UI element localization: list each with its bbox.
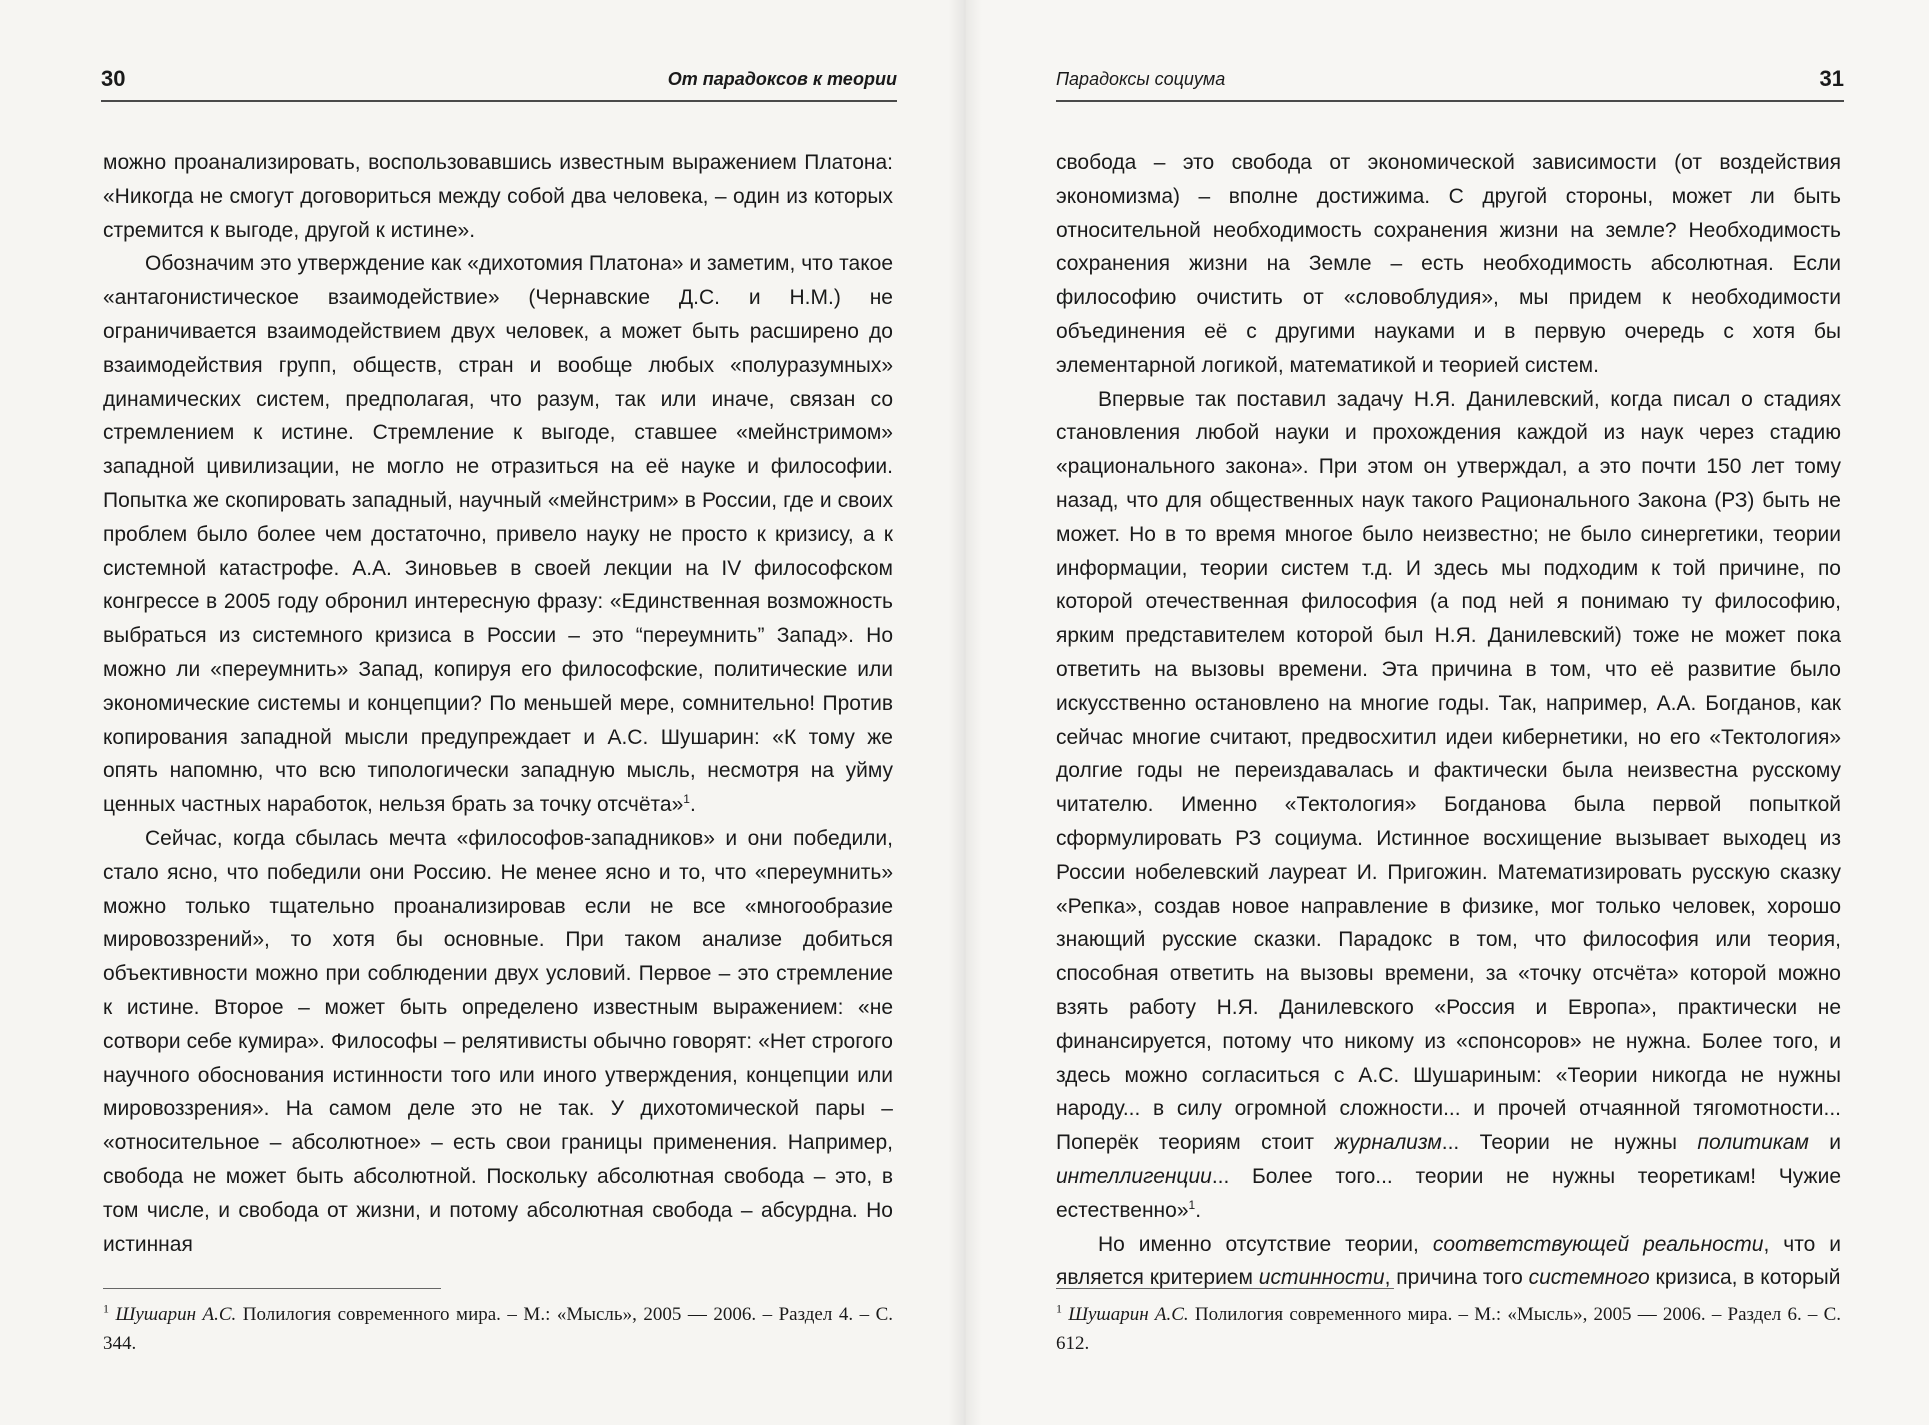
left-body	[103, 146, 893, 1261]
footnote-marker: 1	[1056, 1301, 1062, 1316]
paragraph: Впервые так поставил задачу Н.Я. Данилевский, когда писал о стадиях становления любой науки и прохождения каждой из наук через стадию «рационального закона». При этом он утверждал, а это почти 150 лет тому назад, что для общественных наук такого Рационального Закона (РЗ) быть не может. Но в то время многое было неизвестно; не было синергетики, теории информации, теории систем т.д. И здесь мы подходим к той причине, по которой отечественная философия (а под ней я понимаю ту философию, ярким представителем которой был Н.Я. Данилевский) тоже не может пока ответить на вызовы времени. Эта причина в том, что её развитие было искусственно остановлено на многие годы. Так, например, А.А. Богданов, как сейчас многие считают, предвосхитил идеи кибернетики, но его «Тектология» долгие годы не переиздавалась и фактически была неизвестна русскому читателю. Именно «Тектология» Богданова была первой попыткой сформулировать РЗ социума. Истинное восхищение вызывает выходец из России нобелевский лауреат И. Пригожин. Математизировать русскую сказку «Репка», создав новое направление в физике, мог только человек, хорошо знающий русские сказки. Парадокс в том, что философия или теория, способная ответить на вызовы времени, за «точку отсчёта» которой можно взять работу Н.Я. Данилевского «Россия и Европа», практически не финансируется, потому что никому из «спонсоров» не нужна. Более того, и здесь можно согласиться с А.С. Шушариным: «Теории никогда не нужны народу... в силу огромной сложности... и прочей отчаянной тягомотности... Поперёк теориям стоит журнализм... Теории не нужны политикам и интеллигенции... Более того... теории не нужны теоретикам! Чужие естественно»$^1$.	[1056, 387, 1841, 1222]
paragraph: Сейчас, когда сбылась мечта «философов-западников» и они победили, стало ясно, что победили они Россию. Не менее ясно и то, что «переумнить» можно только тщательно проанализировав если не все «многообразие мировоззрений», то хотя бы основные. При таком анализе добиться объективности можно при соблюдении двух условий. Первое – это стремление к истине. Второе – может быть определено известным выражением: «не сотвори себе кумира». Философы – релятивисты обычно говорят: «Нет строгого научного обоснования истинности того или иного утверждения, концепции или мировоззрения». На самом деле это не так. У дихотомической пары – «относительное – абсолютное» – есть свои границы применения. Например, свобода не может быть абсолютной. Поскольку абсолютная свобода – это, в том числе, и свобода от жизни, и потому абсолютная свобода – абсурдна. Но истинная	[103, 826, 893, 1256]
paragraph-text: Но именно отсутствие теории,	[1098, 1232, 1433, 1256]
footnote-author: Шушарин А.С.	[115, 1304, 237, 1325]
left-page	[0, 0, 964, 1425]
right-header	[1056, 58, 1844, 102]
paragraph-text: ... Более того... теории не нужны теоретикам! Чужие естественно»	[1056, 1164, 1841, 1222]
emphasis: соответствующей реальности	[1432, 1232, 1764, 1256]
emphasis: интеллигенции	[1056, 1164, 1212, 1188]
paragraph	[1056, 1228, 1841, 1296]
page-number: 31	[1819, 66, 1844, 91]
footnote-text: Полилогия современного мира. – М.: «Мысль», 2005 — 2006. – Раздел 4. – С. 344.	[103, 1304, 893, 1354]
footnote-mark: 1	[1188, 1197, 1196, 1212]
paragraph: Обозначим это утверждение как «дихотомия Платона» и заметим, что такое «антагонистическое взаимодействие» (Чернавские Д.С. и Н.М.) не ограничивается взаимодействием двух человек, а может быть расширено до взаимодействия групп, обществ, стран и вообще любых «полуразумных» динамических систем, предполагая, что разум, так или иначе, связан со стремлением к истине. Стремление к выгоде, ставшее «мейнстримом» западной цивилизации, не могло не отразиться на её науке и философии. Попытка же скопировать западный, научный «мейнстрим» в России, где и своих проблем было более чем достаточно, привело науку не просто к кризису, а к системной катастрофе. А.А. Зиновьев в своей лекции на IV философском конгрессе в 2005 году обронил интересную фразу: «Единственная возможность выбраться из системного кризиса в России – это “переумнить” Запад». Но можно ли «переумнить» Запад, копируя его философские, политические или экономические системы и концепции? По меньшей мере, сомнительно! Против копирования западной мысли предупреждает и А.С. Шушарин: «К тому же опять напомню, что всю типологически западную мысль, несмотря на уйму ценных частных наработок, нельзя брать за точку отсчёта»$^1$.	[103, 252, 893, 817]
paragraph: свобода – это свобода от экономической зависимости (от воздействия экономизма) – вполне достижима. С другой стороны, может ли быть относительной необходимость сохранения жизни на земле? Необходимость сохранения жизни на Земле – есть необходимость абсолютная. Если философию очистить от «словоблудия», мы придем к необходимости объединения её с другими науками и в первую очередь с хотя бы элементарной логикой, математикой и теорией систем.	[1056, 151, 1841, 377]
paragraph-text: Впервые так поставил задачу Н.Я. Данилевский, когда писал о стадиях становления любой науки и прохождения каждой из наук через стадию «рационального закона». При этом он утверждал, а это почти 150 лет тому назад, что для общественных наук такого Рационального Закона (РЗ) быть не может. Но в то время многое было неизвестно; не было синергетики, теории информации, теории систем т.д. И здесь мы подходим к той причине, по которой отечественная философия (а под ней я понимаю ту философию, ярким представителем которой был Н.Я. Данилевский) тоже не может пока ответить на вызовы времени. Эта причина в том, что её развитие было искусственно остановлено на многие годы. Так, например, А.А. Богданов, как сейчас многие считают, предвосхитил идеи кибернетики, но его «Тектология» долгие годы не переиздавалась и фактически была неизвестна русскому читателю. Именно «Тектология» Богданова была первой попыткой сформулировать РЗ социума. Истинное восхищение вызывает выходец из России нобелевский лауреат И. Пригожин. Математизировать русскую сказку «Репка», создав новое направление в физике, мог только человек, хорошо знающий русские сказки. Парадокс в том, что философия или теория, способная ответить на вызовы времени, за «точку отсчёта» которой можно взять работу Н.Я. Данилевского «Россия и Европа», практически не финансируется, потому что никому из «спонсоров» не нужна. Более того, и здесь можно согласиться с А.С. Шушариным: «Теории никогда не нужны народу... в силу огромной сложности... и прочей отчаянной тягомотности... Поперёк теориям стоит	[1056, 387, 1841, 1155]
paragraph-text: , причина того	[1384, 1266, 1529, 1290]
emphasis: истинности	[1258, 1266, 1385, 1290]
running-title: От парадоксов к теории	[667, 69, 897, 89]
book-gutter	[948, 0, 982, 1425]
footnote-mark: 1	[683, 792, 690, 807]
paragraph-text: кризиса, в который	[1649, 1266, 1841, 1290]
right-page	[964, 0, 1929, 1425]
footnote-marker: 1	[103, 1301, 109, 1316]
paragraph-text: и	[1808, 1131, 1841, 1155]
emphasis: журнализм	[1334, 1131, 1442, 1155]
paragraph-text: ... Теории не нужны	[1441, 1131, 1698, 1155]
footnote-text: Полилогия современного мира. – М.: «Мысль», 2005 — 2006. – Раздел 6. – С. 612.	[1056, 1304, 1841, 1354]
footnote-divider	[1056, 1288, 1394, 1289]
footnote	[1056, 1300, 1841, 1358]
footnote-author: Шушарин А.С.	[1068, 1304, 1189, 1325]
running-title: Парадоксы социума	[1056, 69, 1226, 89]
footnote	[103, 1300, 893, 1358]
paragraph-text: , что и является критерием	[1056, 1232, 1841, 1290]
left-header	[101, 58, 897, 102]
footnote-divider	[103, 1288, 441, 1289]
emphasis: политикам	[1697, 1131, 1809, 1155]
paragraph: можно проанализировать, воспользовавшись известным выражением Платона: «Никогда не смогут договориться между собой два человека, – один из которых стремится к выгоде, другой к истине».	[103, 151, 893, 242]
right-body	[1056, 146, 1841, 1295]
paragraph-text: Обозначим это утверждение как «дихотомия Платона» и заметим, что такое «антагонистическое взаимодействие» (Чернавские Д.С. и Н.М.) не ограничивается взаимодействием двух человек, а может быть расширено до взаимодействия групп, обществ, стран и вообще любых «полуразумных» динамических систем, предполагая, что разум, так или иначе, связан со стремлением к истине. Стремление к выгоде, ставшее «мейнстримом» западной цивилизации, не могло не отразиться на её науке и философии. Попытка же скопировать западный, научный «мейнстрим» в России, где и своих проблем было более чем достаточно, привело науку не просто к кризису, а к системной катастрофе. А.А. Зиновьев в своей лекции на IV философском конгрессе в 2005 году обронил интересную фразу: «Единственная возможность выбраться из системного кризиса в России – это “переумнить” Запад». Но можно ли «переумнить» Запад, копируя его философские, политические или экономические системы и концепции? По меньшей мере, сомнительно! Против копирования западной мысли предупреждает и А.С. Шушарин: «К тому же опять напомню, что всю типологически западную мысль, несмотря на уйму ценных частных наработок, нельзя брать за точку отсчёта»	[103, 252, 893, 817]
emphasis: системного	[1528, 1266, 1650, 1290]
page-number: 30	[101, 66, 126, 91]
